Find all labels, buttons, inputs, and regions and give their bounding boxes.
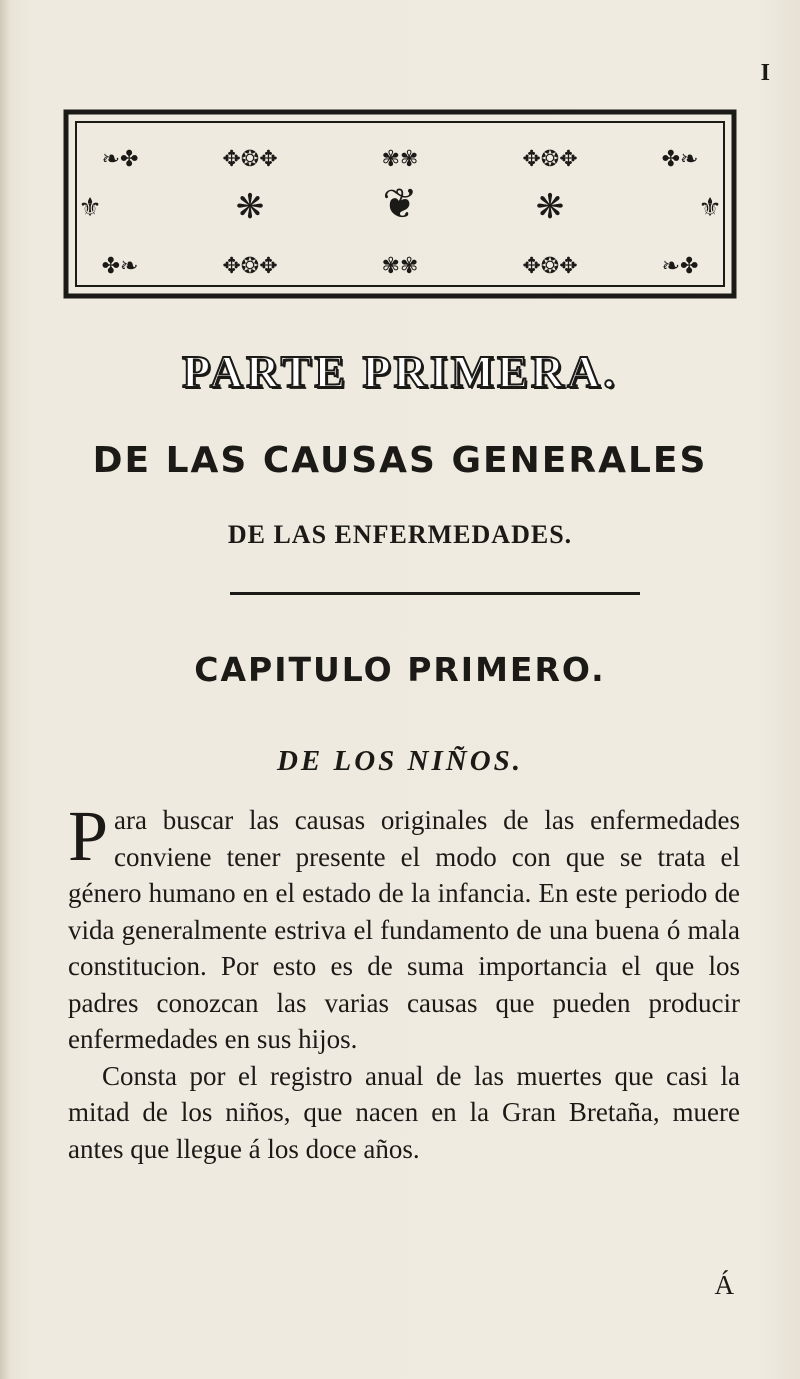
paragraph-1	[68, 796, 740, 1058]
chapter-subtitle: DE LOS NIÑOS.	[276, 745, 524, 777]
svg-text:❧✤: ❧✤	[101, 147, 139, 172]
svg-text:✥❂✥: ✥❂✥	[522, 254, 578, 279]
page-gutter	[0, 0, 10, 1379]
ornament-icon	[60, 98, 740, 310]
section-subtitle-line-2: DE LAS ENFERMEDADES.	[227, 520, 573, 549]
svg-text:⚜: ⚜	[698, 193, 722, 223]
svg-text:⚜: ⚜	[78, 193, 102, 223]
body-text	[68, 796, 740, 1167]
svg-text:✤❧: ✤❧	[661, 147, 699, 172]
svg-text:✥❂✥: ✥❂✥	[222, 254, 278, 279]
catchword: Á	[714, 1270, 734, 1300]
ornamental-header-band	[60, 98, 740, 310]
section-subtitle-line-1: DE LAS CAUSAS GENERALES	[92, 440, 708, 481]
drop-cap: P	[68, 796, 109, 876]
svg-text:✾✾: ✾✾	[381, 147, 419, 172]
svg-text:❧✤: ❧✤	[661, 254, 699, 279]
part-title: PARTE PRIMERA.	[182, 346, 618, 397]
page-number: I	[760, 60, 770, 86]
horizontal-rule	[230, 592, 640, 595]
chapter-title: CAPITULO PRIMERO.	[194, 650, 606, 689]
paragraph-2: Consta por el registro anual de las muertes que casi la mitad de los niños, que nacen en la Gran Bretaña, muere antes que llegue á los doce años.	[68, 1060, 740, 1164]
svg-text:✤❧: ✤❧	[101, 254, 139, 279]
svg-text:✾✾: ✾✾	[381, 254, 419, 279]
svg-text:❋: ❋	[535, 187, 565, 227]
svg-text:❋: ❋	[235, 187, 265, 227]
svg-text:✥❂✥: ✥❂✥	[522, 147, 578, 172]
svg-text:❦: ❦	[382, 179, 418, 228]
svg-text:✥❂✥: ✥❂✥	[222, 147, 278, 172]
paragraph-1-text: ara buscar las causas originales de las enfermedades conviene tener presente el modo con que se trata el género humano en el estado de la infancia. En este periodo de vida generalmente estriva el fundamento de una buena ó mala constitucion. Por esto es de suma importancia el que los padres conozcan las varias causas que pueden producir enfermedades en sus hijos.	[68, 805, 740, 1054]
